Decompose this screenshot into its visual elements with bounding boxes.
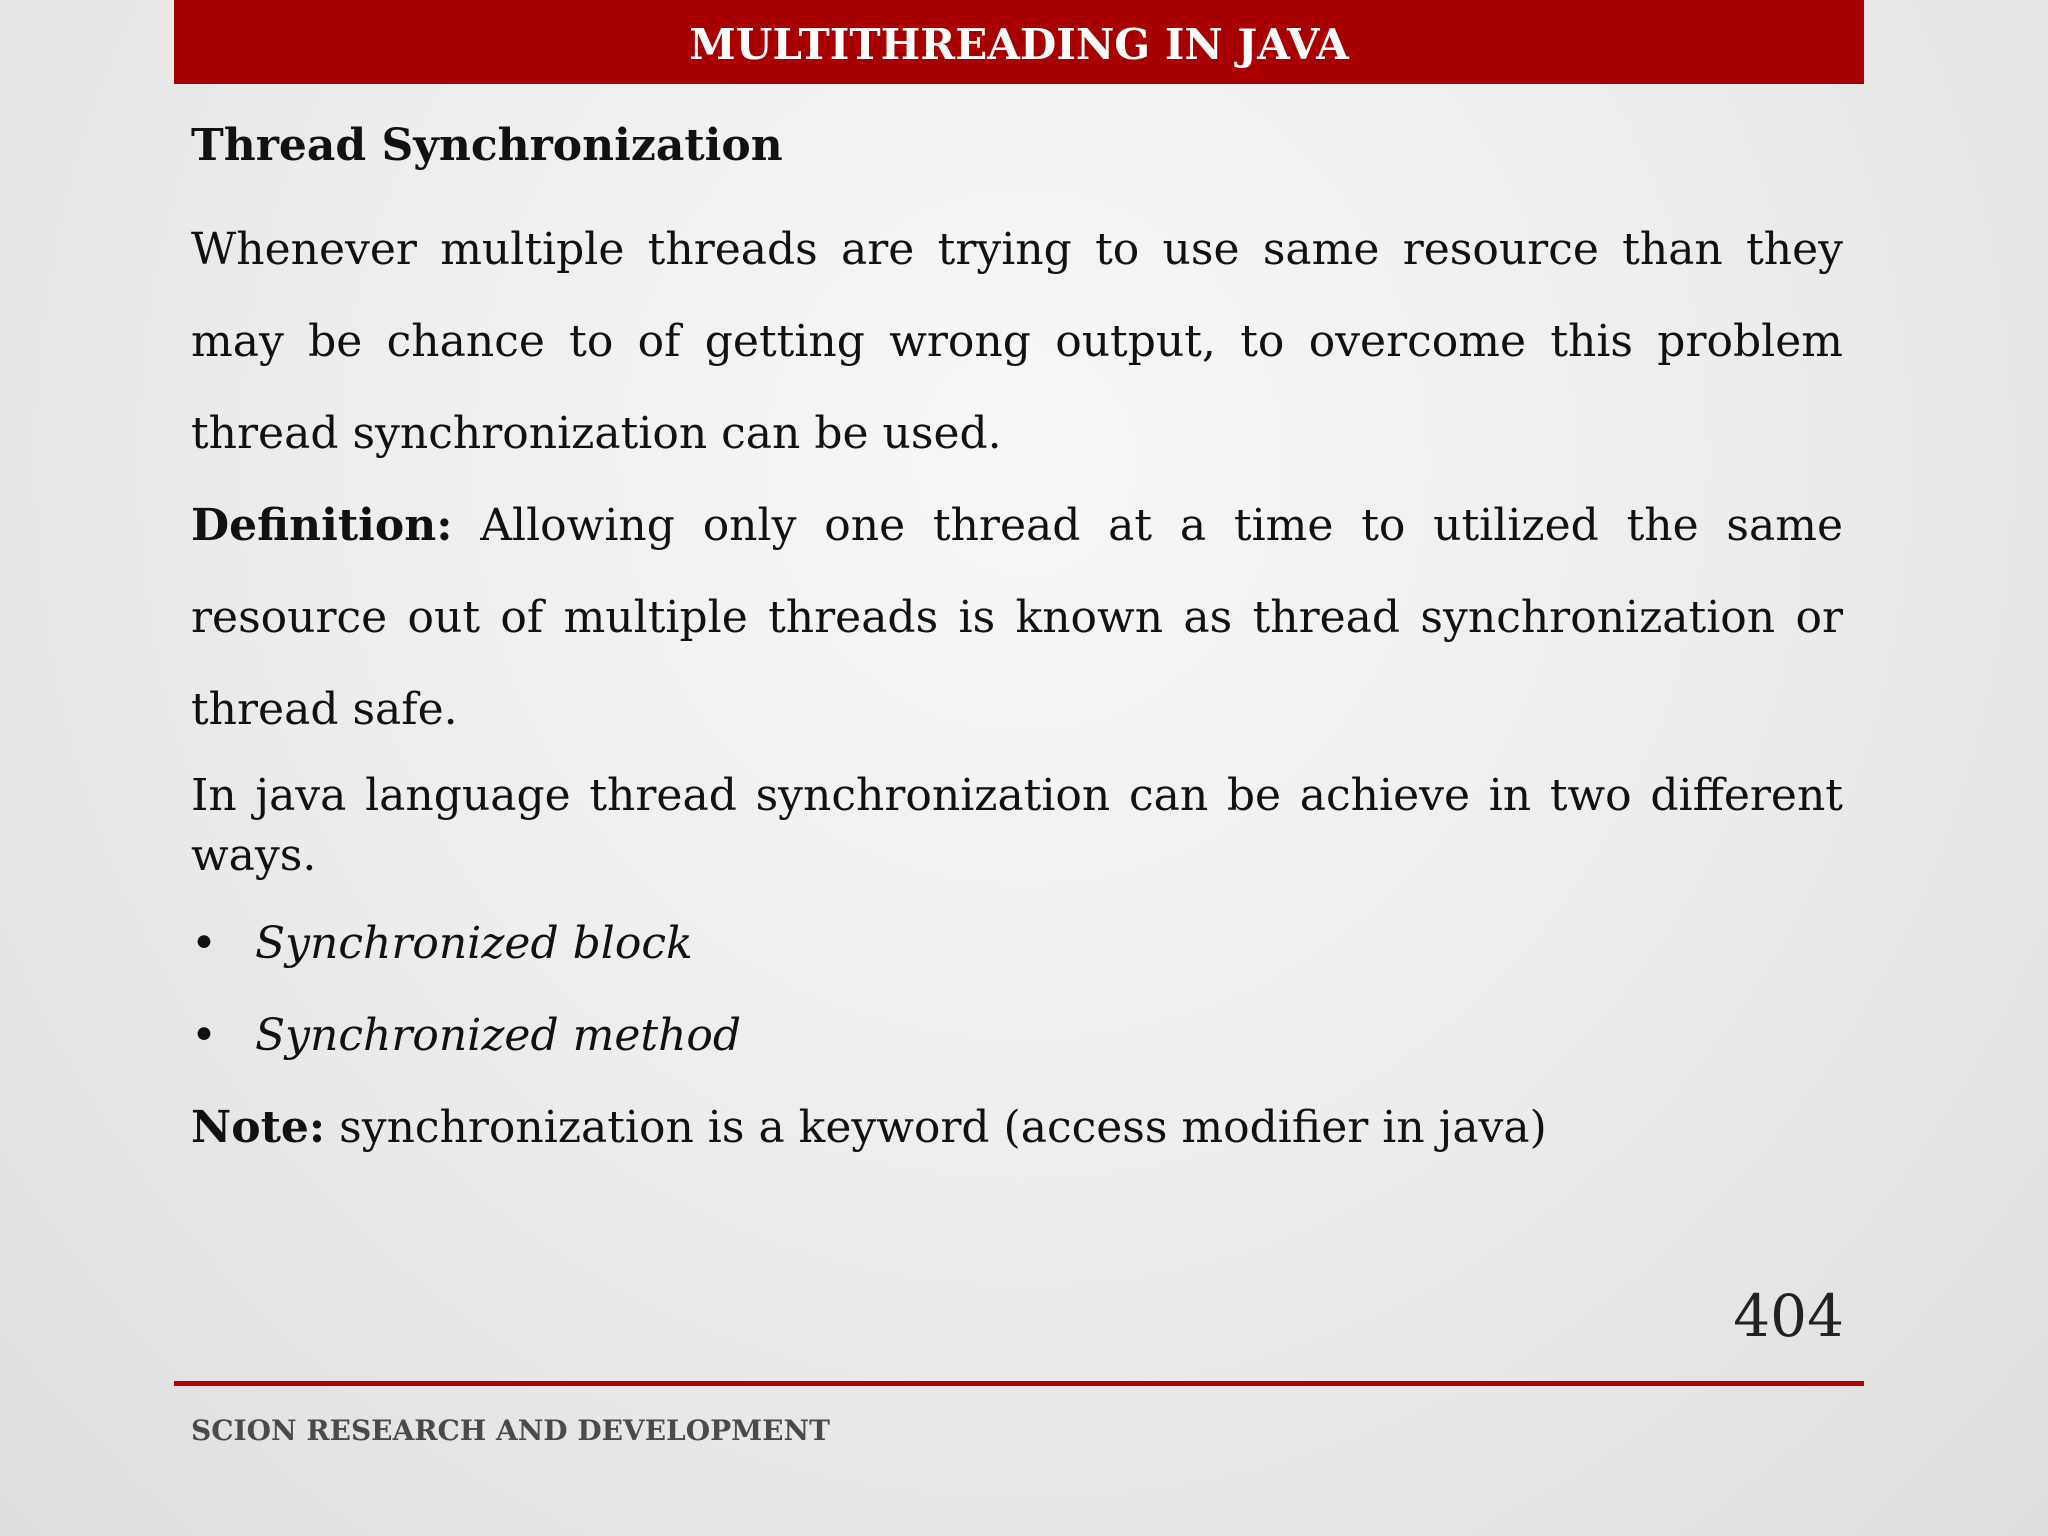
footer-organization: SCION RESEARCH AND DEVELOPMENT [191, 1414, 830, 1447]
note-label: Note: [191, 1102, 326, 1153]
definition-label: Definition: [191, 500, 453, 551]
slide-content [191, 116, 1843, 1174]
bullet-icon: • [191, 918, 217, 969]
intro-paragraph: Whenever multiple threads are trying to use same resource than they may be chance to of getting wrong output, to overcome this problem thread synchronization can be used. [191, 224, 1843, 459]
section-heading: Thread Synchronization [191, 120, 783, 171]
footer-divider [174, 1381, 1864, 1386]
definition-text: Allowing only one thread at a time to utilized the same resource out of multiple threads is known as thread synchronization or thread safe. [191, 500, 1843, 735]
ways-list [191, 898, 1843, 1082]
note-text: synchronization is a keyword (access modifier in java) [325, 1102, 1547, 1153]
list-item [191, 898, 1843, 990]
note-paragraph [191, 1082, 1843, 1174]
definition-paragraph [191, 480, 1843, 756]
list-item-text: Synchronized method [255, 1010, 742, 1061]
ways-paragraph: In java language thread synchronization can be achieve in two different ways. [191, 770, 1843, 881]
bullet-icon: • [191, 1010, 217, 1061]
page-number: 404 [1733, 1282, 1844, 1350]
list-item-text: Synchronized block [255, 918, 693, 969]
title-bar [174, 0, 1864, 84]
slide-title: MULTITHREADING IN JAVA [689, 19, 1349, 69]
list-item [191, 990, 1843, 1082]
